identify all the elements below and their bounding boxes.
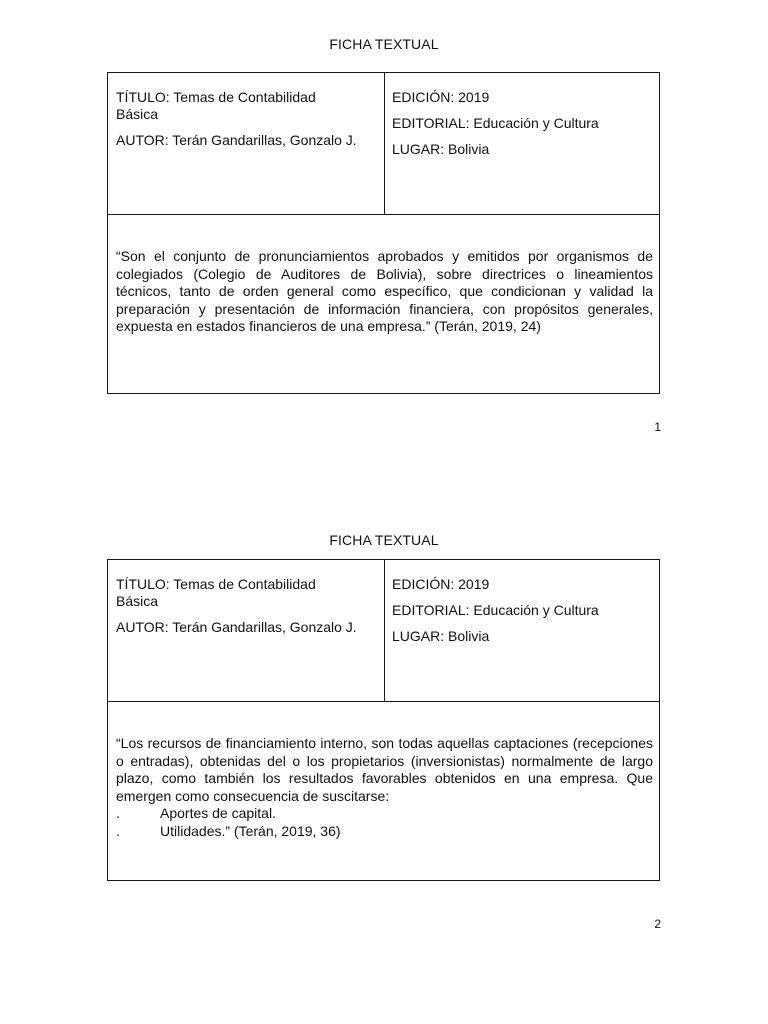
autor-line: AUTOR: Terán Gandarillas, Gonzalo J. [116,132,357,148]
titulo-line-2: Básica [116,106,159,122]
titulo-line-1: TÍTULO: Temas de Contabilidad [116,89,316,105]
lugar-line: LUGAR: Bolivia [392,141,490,157]
page-number: 1 [654,420,661,434]
quote-text: “Son el conjunto de pronunciamientos aprobados y emitidos por organismos de colegiados (Colegio de Auditores de Bolivia), sobre directrices o lineamientos técnicos, tanto de orden general como específico, que condicionan y validad la preparación y presentación de información financiera, con propósitos generales, expuesta en estados financieros de una empresa.” (Terán, 2019, 24) [116,248,653,334]
page-2 [0,500,768,1000]
ficha-quote-cell [108,702,659,880]
bullet-marker: . [116,805,120,821]
lugar-line: LUGAR: Bolivia [392,628,490,644]
quote-text: “Los recursos de financiamiento interno, son todas aquellas captaciones (recepciones o entradas), obtenidas del o los propietarios (inversionistas) normalmente de largo plazo, como también los resultados favorables obtenidos en una empresa. Que emergen como consecuencia de suscitarse: [116,735,653,804]
bullet-text: Utilidades.” (Terán, 2019, 36) [160,822,341,839]
page-number: 2 [654,917,661,931]
edicion-line: EDICIÓN: 2019 [392,576,490,592]
ficha-title-author-cell [108,560,385,701]
ficha-card [107,559,660,881]
editorial-line: EDITORIAL: Educación y Cultura [392,602,599,618]
autor-line: AUTOR: Terán Gandarillas, Gonzalo J. [116,619,357,635]
titulo-line-2: Básica [116,593,159,609]
ficha-quote-cell [108,215,659,393]
bullet-marker: . [116,822,120,839]
titulo-line-1: TÍTULO: Temas de Contabilidad [116,576,316,592]
ficha-card [107,72,660,394]
bullet-text: Aportes de capital. [160,805,276,821]
ficha-header-row [108,560,659,702]
page-heading: FICHA TEXTUAL [329,36,439,52]
page-heading: FICHA TEXTUAL [329,532,439,548]
ficha-title-author-cell [108,73,385,214]
ficha-publication-cell [385,560,659,701]
edicion-line: EDICIÓN: 2019 [392,89,490,105]
editorial-line: EDITORIAL: Educación y Cultura [392,115,599,131]
list-item [116,805,653,823]
list-item [116,823,653,841]
page-1 [0,0,768,500]
ficha-publication-cell [385,73,659,214]
ficha-header-row [108,73,659,215]
